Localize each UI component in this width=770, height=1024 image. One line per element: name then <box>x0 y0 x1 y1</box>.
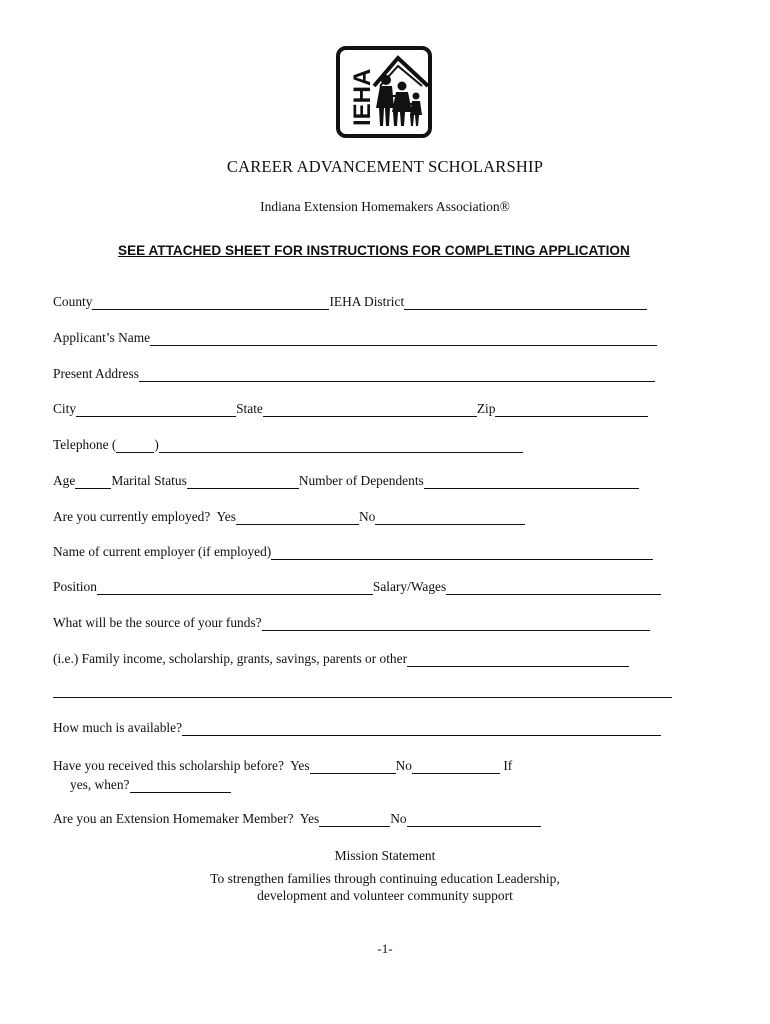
county-district-row <box>53 292 647 310</box>
received-when-label: yes, when? <box>70 777 130 792</box>
age-marital-dependents-row <box>53 471 639 489</box>
page-number: -1- <box>377 941 393 956</box>
funds-examples-row <box>53 649 629 667</box>
funds-examples-label: (i.e.) Family income, scholarship, grants, savings, parents or other <box>53 651 408 666</box>
employed-no-label: No <box>358 509 376 524</box>
dependents-field[interactable] <box>424 474 639 489</box>
zip-label: Zip <box>476 401 496 416</box>
document-subtitle: Indiana Extension Homemakers Association® <box>260 199 510 214</box>
telephone-row <box>53 435 523 453</box>
received-when-field[interactable] <box>130 778 231 793</box>
received-yes-field[interactable] <box>310 759 396 774</box>
age-label: Age <box>53 473 76 488</box>
mission-heading: Mission Statement <box>334 848 436 863</box>
received-before-row <box>53 756 512 774</box>
received-no-field[interactable] <box>412 759 500 774</box>
funds-source-label: What will be the source of your funds? <box>53 615 262 630</box>
logo-text: IEHA <box>349 68 376 126</box>
applicant-name-row <box>53 328 657 346</box>
how-much-label: How much is available? <box>53 720 183 735</box>
employed-question-label: Are you currently employed? Yes <box>53 509 236 524</box>
how-much-field[interactable] <box>182 721 661 736</box>
district-field[interactable] <box>404 295 647 310</box>
instructions-notice: SEE ATTACHED SHEET FOR INSTRUCTIONS FOR COMPLETING APPLICATION <box>118 243 630 258</box>
position-label: Position <box>53 579 97 594</box>
county-field[interactable] <box>92 295 329 310</box>
salary-label: Salary/Wages <box>372 579 447 594</box>
funds-extra-line[interactable] <box>53 697 672 698</box>
member-question-label: Are you an Extension Homemaker Member? Yes <box>53 811 320 826</box>
member-yes-field[interactable] <box>319 812 390 827</box>
zip-field[interactable] <box>495 402 648 417</box>
present-address-field[interactable] <box>139 367 655 382</box>
how-much-row <box>53 718 661 736</box>
dependents-label: Number of Dependents <box>298 473 424 488</box>
document-title: CAREER ADVANCEMENT SCHOLARSHIP <box>226 157 544 176</box>
employed-row <box>53 507 525 525</box>
funds-source-field[interactable] <box>262 616 650 631</box>
city-label: City <box>53 401 77 416</box>
mission-line-2: development and volunteer community support <box>257 888 513 903</box>
employer-name-label: Name of current employer (if employed) <box>53 544 272 559</box>
county-label: County <box>53 294 93 309</box>
employed-no-field[interactable] <box>375 510 525 525</box>
salary-field[interactable] <box>446 580 661 595</box>
telephone-area-code-field[interactable] <box>116 438 154 453</box>
present-address-row <box>53 364 655 382</box>
present-address-label: Present Address <box>53 366 139 381</box>
age-field[interactable] <box>75 474 111 489</box>
applicant-name-field[interactable] <box>150 331 657 346</box>
position-field[interactable] <box>97 580 373 595</box>
received-when-row <box>70 775 231 793</box>
employer-name-row <box>53 542 653 560</box>
applicant-name-label: Applicant’s Name <box>53 330 151 345</box>
funds-source-row <box>53 613 650 631</box>
received-before-label: Have you received this scholarship before? Yes <box>53 758 310 773</box>
marital-status-field[interactable] <box>187 474 299 489</box>
telephone-number-field[interactable] <box>159 438 523 453</box>
member-no-label: No <box>390 811 407 826</box>
state-field[interactable] <box>263 402 477 417</box>
received-no-label: No <box>395 758 412 773</box>
marital-status-label: Marital Status <box>111 473 187 488</box>
employer-name-field[interactable] <box>271 545 653 560</box>
member-row <box>53 809 541 827</box>
district-label: IEHA District <box>329 294 405 309</box>
city-state-zip-row <box>53 399 648 417</box>
position-salary-row <box>53 577 661 595</box>
ieha-logo <box>336 46 432 138</box>
mission-line-1: To strengthen families through continuing education Leadership, <box>210 871 560 886</box>
funds-examples-field[interactable] <box>407 652 629 667</box>
member-no-field[interactable] <box>407 812 541 827</box>
state-label: State <box>236 401 263 416</box>
ieha-logo-icon <box>336 46 432 138</box>
telephone-label: Telephone ( <box>53 437 117 452</box>
city-field[interactable] <box>76 402 236 417</box>
telephone-paren: ) <box>154 437 159 452</box>
employed-yes-field[interactable] <box>236 510 359 525</box>
received-if-label: If <box>499 758 513 773</box>
